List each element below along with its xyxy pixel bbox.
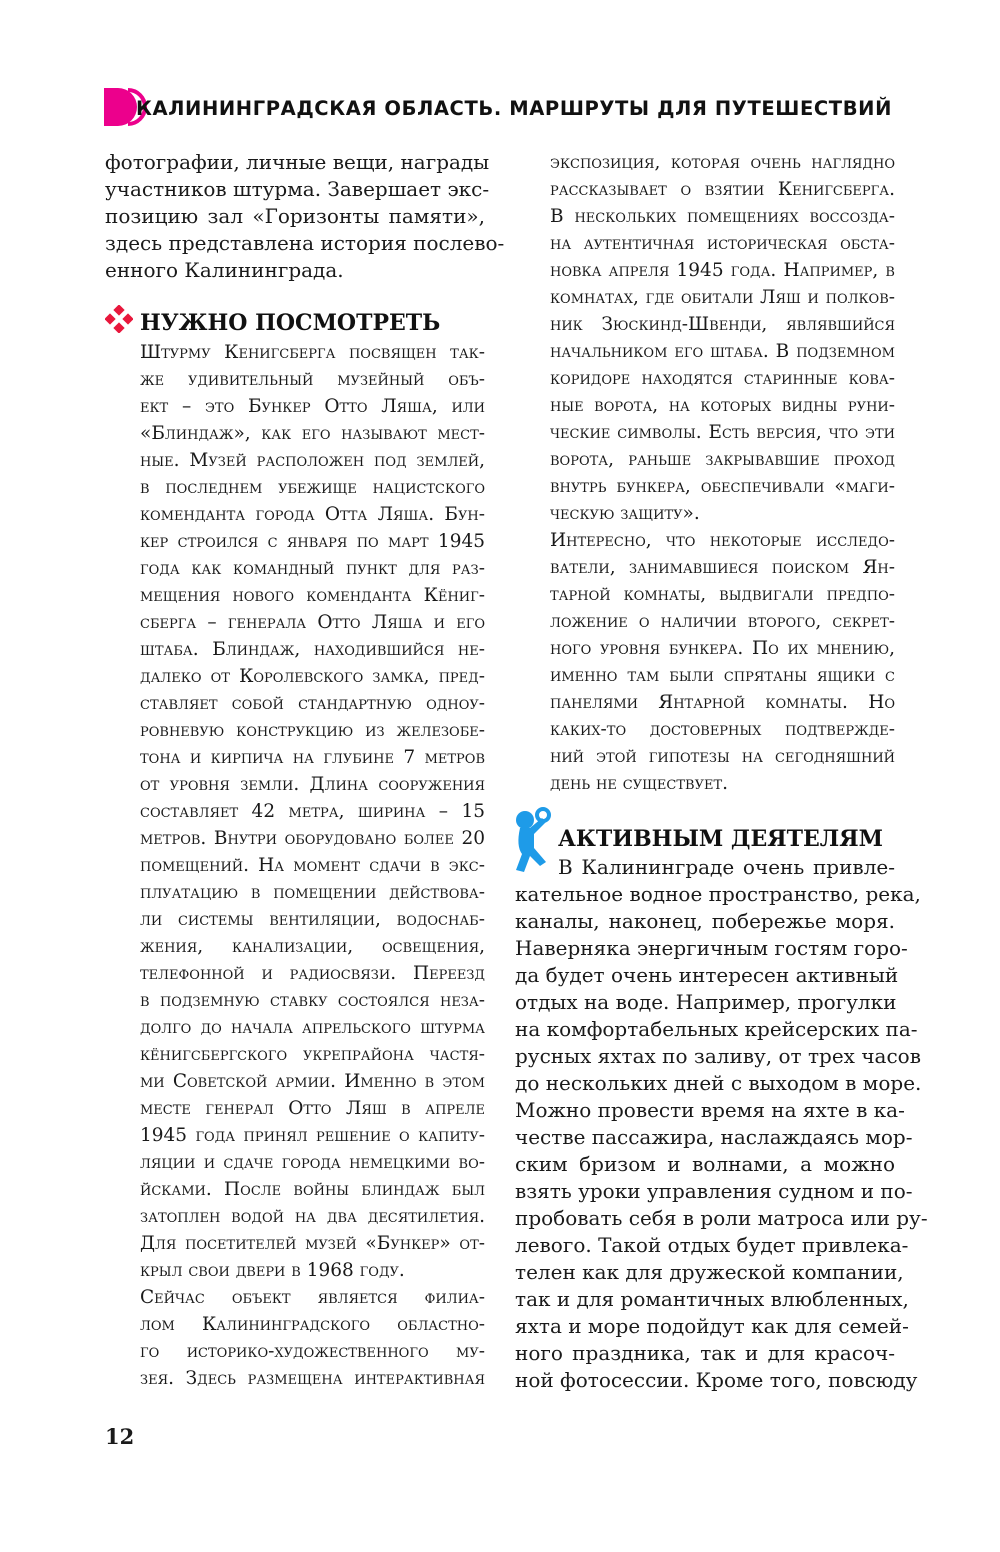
- text-line: до нескольких дней с выходом в море.: [515, 1071, 922, 1095]
- text-line: мещения нового коменданта Кёниг-: [140, 585, 485, 606]
- text-line: «Блиндаж», как его называют мест-: [140, 423, 485, 444]
- text-line: Сейчас объект является филиа-: [140, 1287, 485, 1308]
- text-line: на аутентичная историческая обста-: [550, 233, 895, 254]
- text-line: енного Калининграда.: [105, 258, 344, 282]
- text-line: Для посетителей музей «Бункер» от-: [140, 1233, 485, 1254]
- text-line: телен как для дружеской компании,: [515, 1260, 904, 1284]
- text-line: тона и кирпича на глубине 7 метров: [140, 747, 485, 768]
- text-line: честве пассажира, наслаждаясь мор-: [515, 1125, 913, 1149]
- text-line: каналы, наконец, побережье моря.: [515, 909, 895, 933]
- text-line: далеко от Королевского замка, пред-: [140, 666, 485, 687]
- text-line: долго до начала апрельского штурма: [140, 1017, 485, 1038]
- text-line: штаба. Блиндаж, находившийся не-: [140, 639, 485, 660]
- text-line: в подземную ставку состоялся неза-: [140, 990, 485, 1011]
- text-line: телефонной и радиосвязи. Переезд: [140, 963, 485, 984]
- text-line: 1945 года принял решение о капиту-: [140, 1125, 485, 1146]
- text-line: года как командный пункт для раз-: [140, 558, 485, 579]
- text-line: ного уровня бункера. По их мнению,: [550, 638, 895, 659]
- text-line: составляет 42 метра, ширина – 15: [140, 801, 485, 822]
- text-line: крыл свои двери в 1968 году.: [140, 1260, 405, 1281]
- text-line: ческие символы. Есть версия, что эти: [550, 422, 895, 443]
- text-line: В нескольких помещениях воссозда-: [550, 206, 895, 227]
- text-line: фотографии, личные вещи, награды: [105, 150, 490, 174]
- text-line: сберга – генерала Отто Ляша и его: [140, 612, 485, 633]
- text-line: именно там были спрятаны ящики с: [550, 665, 895, 686]
- text-line: метров. Внутри оборудовано более 20: [140, 828, 485, 849]
- text-line: позицию зал «Горизонты памяти»,: [105, 204, 485, 228]
- text-line: ные ворота, на которых видны руни-: [550, 395, 895, 416]
- active-text: [515, 854, 928, 1394]
- text-line: рассказывает о взятии Кенигсберга.: [550, 179, 895, 200]
- text-line: кательное водное пространство, река,: [515, 882, 921, 906]
- text-line: ложение о наличии второго, секрет-: [550, 611, 895, 632]
- must-see-right-text: [550, 149, 895, 797]
- section-heading-active: АКТИВНЫМ ДЕЯТЕЛЯМ: [558, 826, 883, 852]
- text-line: каких-то достоверных подтвержде-: [550, 719, 895, 740]
- text-line: внутрь бункера, обеспечивали «маги-: [550, 476, 895, 497]
- text-line: тарной комнаты, выдвигали предпо-: [550, 584, 895, 605]
- text-line: яхта и море подойдут как для семей-: [515, 1314, 909, 1338]
- text-line: ные. Музей расположен под землей,: [140, 450, 485, 471]
- diamonds-icon: [105, 305, 133, 333]
- text-line: здесь представлена история послево-: [105, 231, 505, 255]
- text-line: ческую защиту».: [550, 503, 700, 524]
- text-line: ским бризом и волнами, а можно: [515, 1152, 895, 1176]
- text-line: зея. Здесь размещена интерактивная: [140, 1368, 485, 1389]
- text-line: день не существует.: [550, 773, 729, 794]
- text-line: ляции и сдаче города немецкими во-: [140, 1152, 485, 1173]
- text-line: ми Советской армии. Именно в этом: [140, 1071, 485, 1092]
- text-line: коменданта города Отта Ляша. Бун-: [140, 504, 485, 525]
- page-number: 12: [105, 1424, 135, 1449]
- text-line: кер строился с января по март 1945: [140, 531, 485, 552]
- text-line: да будет очень интересен активный: [515, 963, 899, 987]
- text-line: левого. Такой отдых будет привлека-: [515, 1233, 909, 1257]
- text-line: на комфортабельных крейсерских па-: [515, 1017, 918, 1041]
- text-line: йсками. После войны блиндаж был: [140, 1179, 485, 1200]
- text-line: ной фотосессии. Кроме того, повсюду: [515, 1368, 918, 1392]
- text-line: Интересно, что некоторые исследо-: [550, 530, 895, 551]
- text-line: Штурму Кенигсберга посвящен так-: [140, 342, 485, 363]
- text-line: ставляет собой стандартную одноу-: [140, 693, 485, 714]
- text-line: ного праздника, так и для красоч-: [515, 1341, 895, 1365]
- text-line: жения, канализации, освещения,: [140, 936, 485, 957]
- text-line: го историко-художественного му-: [140, 1341, 485, 1362]
- text-line: русных яхтах по заливу, от трех часов: [515, 1044, 921, 1068]
- text-line: начальником его штаба. В подземном: [550, 341, 895, 362]
- text-line: кёнигсбергского укрепрайона частя-: [140, 1044, 485, 1065]
- text-line: панелями Янтарной комнаты. Но: [550, 692, 895, 713]
- text-line: пробовать себя в роли матроса или ру-: [515, 1206, 928, 1230]
- text-line: Наверняка энергичным гостям горо-: [515, 936, 908, 960]
- text-line: участников штурма. Завершает экс-: [105, 177, 490, 201]
- text-line: ект – это Бункер Отто Ляша, или: [140, 396, 485, 417]
- text-line: коридоре находятся старинные кова-: [550, 368, 895, 389]
- running-header: КАЛИНИНГРАДСКАЯ ОБЛАСТЬ. МАРШРУТЫ ДЛЯ ПУТЕШЕСТВИЙ: [136, 97, 892, 120]
- text-line: взять уроки управления судном и по-: [515, 1179, 913, 1203]
- text-line: ли системы вентиляции, водоснаб-: [140, 909, 485, 930]
- text-line: плуатацию в помещении действова-: [140, 882, 485, 903]
- text-line: затоплен водой на два десятилетия.: [140, 1206, 485, 1227]
- text-line: В Калининграде очень привле-: [558, 855, 895, 879]
- text-line: лом Калининградского областно-: [140, 1314, 485, 1335]
- text-line: помещений. На момент сдачи в экс-: [140, 855, 485, 876]
- text-line: ний этой гипотезы на сегодняшний: [550, 746, 895, 767]
- text-line: комнатах, где обитали Ляш и полков-: [550, 287, 895, 308]
- text-line: так и для романтичных влюбленных,: [515, 1287, 909, 1311]
- text-line: Можно провести время на яхте в ка-: [515, 1098, 905, 1122]
- intro-text: [105, 149, 505, 284]
- text-line: ник Зюскинд-Швенди, являвшийся: [550, 314, 895, 335]
- text-line: отдых на воде. Например, прогулки: [515, 990, 897, 1014]
- text-line: же удивительный музейный объ-: [140, 369, 485, 390]
- text-line: в последнем убежище нацистского: [140, 477, 485, 498]
- text-line: ровневую конструкцию из железобе-: [140, 720, 485, 741]
- text-line: ворота, раньше закрывавшие проход: [550, 449, 895, 470]
- text-line: экспозиция, которая очень наглядно: [550, 152, 895, 173]
- text-line: ватели, занимавшиеся поиском Ян-: [550, 557, 895, 578]
- text-line: новка апреля 1945 года. Например, в: [550, 260, 895, 281]
- text-line: от уровня земли. Длина сооружения: [140, 774, 485, 795]
- section-heading-must-see: НУЖНО ПОСМОТРЕТЬ: [140, 310, 441, 336]
- must-see-left-text: [140, 339, 485, 1392]
- text-line: месте генерал Отто Ляш в апреле: [140, 1098, 485, 1119]
